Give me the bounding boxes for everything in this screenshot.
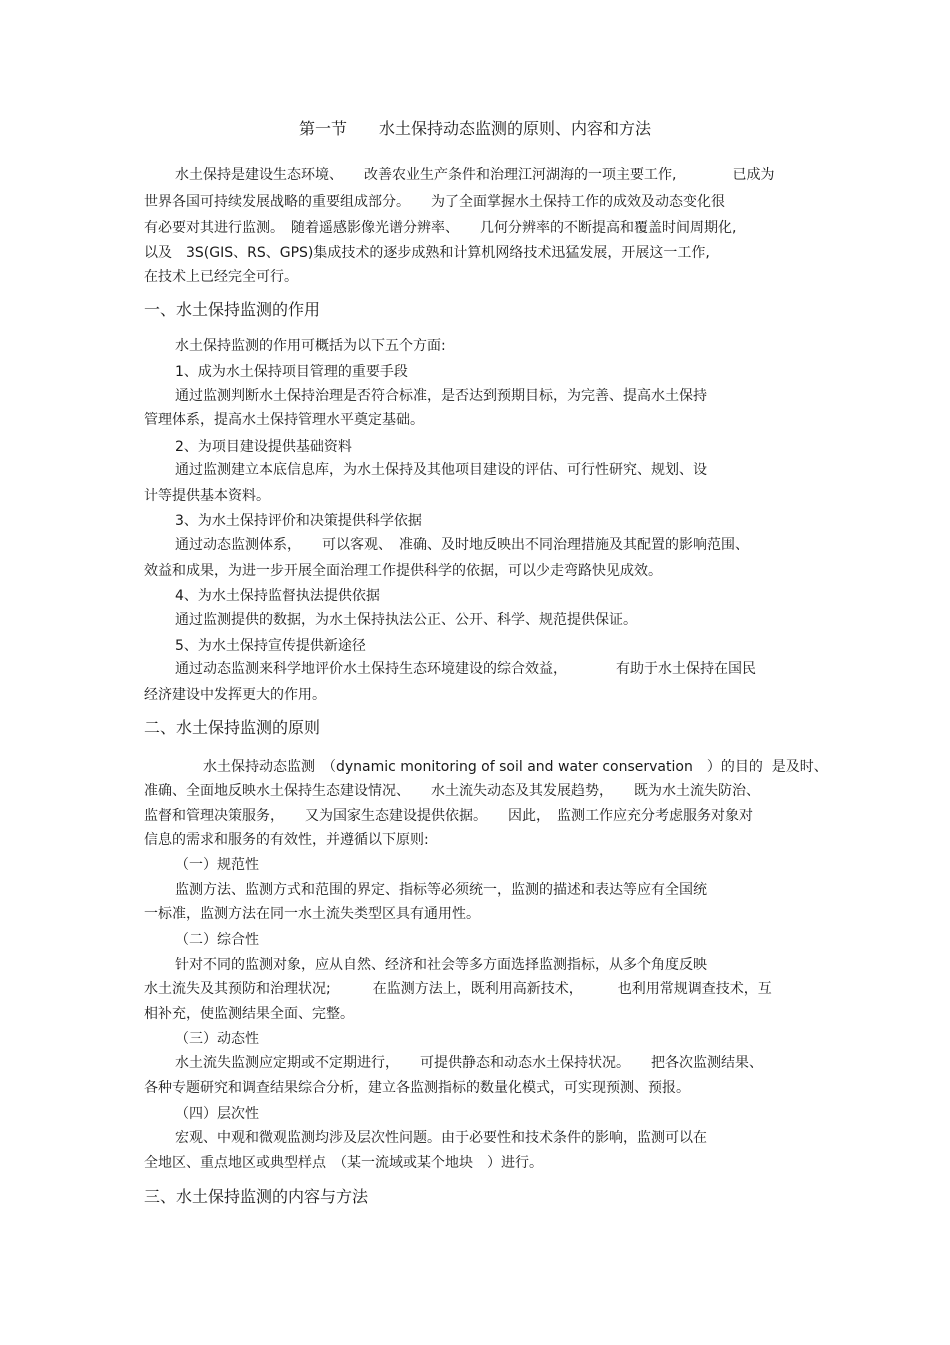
item-text: 通过监测提供的数据，为水土保持执法公正、公开、科学、规范提供保证。 [175, 612, 637, 628]
section-intro: 监督和管理决策服务， 又为国家生态建设提供依据。 因此， 监测工作应充分考虑服务对象对 [144, 808, 753, 824]
item-label: 2、为项目建设提供基础资料 [175, 439, 352, 455]
item-text: 通过监测判断水土保持治理是否符合标准，是否达到预期目标，为完善、提高水土保持 [175, 388, 707, 404]
intro-line: 以及 3S(GIS、RS、GPS)集成技术的逐步成熟和计算机网络技术迅猛发展，开展这一工作, [144, 245, 710, 261]
item-label: 3、为水土保持评价和决策提供科学依据 [175, 513, 422, 529]
item-label: 5、为水土保持宣传提供新途径 [175, 638, 366, 654]
page-title: 第一节 水土保持动态监测的原则、内容和方法 [298, 119, 651, 138]
principle-label: （二）综合性 [175, 932, 259, 948]
intro-line: 水土保持是建设生态环境、 改善农业生产条件和治理江河湖海的一项主要工作, 已成为 [175, 167, 775, 183]
intro-line: 在技术上已经完全可行。 [144, 269, 298, 285]
section-heading: 一、水土保持监测的作用 [144, 300, 321, 319]
section-intro: 水土保持动态监测 （dynamic monitoring of soil and water conservation ）的目的 是及时、 [175, 759, 828, 775]
item-text: 经济建设中发挥更大的作用。 [144, 687, 326, 703]
intro-line: 世界各国可持续发展战略的重要组成部分。 为了全面掌握水土保持工作的成效及动态变化很 [144, 194, 725, 210]
principle-text: 全地区、重点地区或典型样点 （某一流域或某个地块 ）进行。 [144, 1155, 543, 1171]
principle-label: （三）动态性 [175, 1031, 259, 1047]
principle-text: 宏观、中观和微观监测均涉及层次性问题。由于必要性和技术条件的影响，监测可以在 [175, 1130, 707, 1146]
principle-text: 水土流失监测应定期或不定期进行， 可提供静态和动态水土保持状况。 把各次监测结果、 [175, 1055, 763, 1071]
principle-text: 水土流失及其预防和治理状况; 在监测方法上，既利用高新技术， 也利用常规调查技术，互 [144, 981, 772, 997]
section-lead: 水土保持监测的作用可概括为以下五个方面: [175, 338, 446, 354]
principle-text: 各种专题研究和调查结果综合分析，建立各监测指标的数量化模式，可实现预测、预报。 [144, 1080, 690, 1096]
section-intro: 信息的需求和服务的有效性，并遵循以下原则: [144, 832, 429, 848]
principle-label: （一）规范性 [175, 857, 259, 873]
principle-label: （四）层次性 [175, 1106, 259, 1122]
principle-text: 监测方法、监测方式和范围的界定、指标等必须统一，监测的描述和表达等应有全国统 [175, 882, 707, 898]
item-text: 通过动态监测体系， 可以客观、 准确、及时地反映出不同治理措施及其配置的影响范围、 [175, 537, 749, 553]
item-text: 通过动态监测来科学地评价水土保持生态环境建设的综合效益， 有助于水土保持在国民 [175, 661, 756, 677]
item-label: 1、成为水土保持项目管理的重要手段 [175, 364, 408, 380]
principle-text: 针对不同的监测对象，应从自然、经济和社会等多方面选择监测指标，从多个角度反映 [175, 957, 707, 973]
item-text: 管理体系，提高水土保持管理水平奠定基础。 [144, 412, 424, 428]
item-label: 4、为水土保持监督执法提供依据 [175, 588, 380, 604]
section-intro: 准确、全面地反映水土保持生态建设情况、 水土流失动态及其发展趋势， 既为水土流失防治、 [144, 783, 760, 799]
item-text: 通过监测建立本底信息库，为水土保持及其他项目建设的评估、可行性研究、规划、设 [175, 462, 707, 478]
principle-text: 相补充，使监测结果全面、完整。 [144, 1006, 354, 1022]
item-text: 计等提供基本资料。 [144, 488, 270, 504]
intro-line: 有必要对其进行监测。 随着遥感影像光谱分辨率、 几何分辨率的不断提高和覆盖时间周期化, [144, 220, 737, 236]
principle-text: 一标准，监测方法在同一水土流失类型区具有通用性。 [144, 906, 480, 922]
section-heading: 二、水土保持监测的原则 [144, 718, 321, 737]
item-text: 效益和成果，为进一步开展全面治理工作提供科学的依据，可以少走弯路快见成效。 [144, 563, 662, 579]
section-heading: 三、水土保持监测的内容与方法 [144, 1187, 369, 1206]
